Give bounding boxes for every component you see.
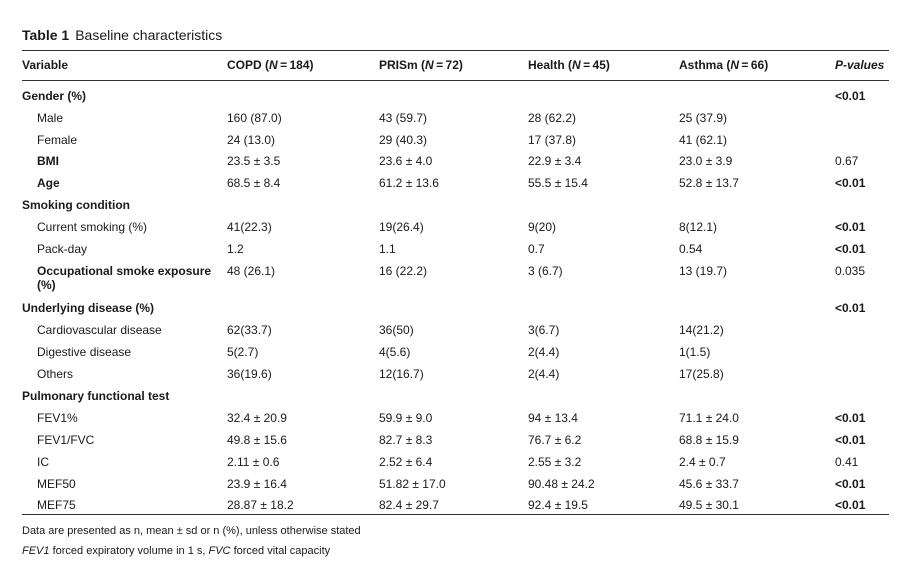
- row-p-value: 0.035: [835, 264, 866, 278]
- abbr-fev1-def: forced expiratory volume in 1 s,: [52, 545, 206, 557]
- footnote-abbreviations: [22, 545, 330, 557]
- header-prism-n: 72: [445, 58, 459, 72]
- asthma-cell: 0.54: [679, 242, 703, 256]
- row-label: Smoking condition: [22, 198, 130, 212]
- prism-cell: 29 (40.3): [379, 133, 428, 147]
- health-cell: 28 (62.2): [528, 111, 577, 125]
- row-label: IC: [37, 455, 49, 469]
- prism-cell: 43 (59.7): [379, 111, 428, 125]
- health-cell: 9(20): [528, 220, 557, 234]
- asthma-cell: 41 (62.1): [679, 133, 728, 147]
- asthma-cell: 45.6 ± 33.7: [679, 477, 739, 491]
- row-p-value: 0.67: [835, 154, 859, 168]
- caption-label: Table 1: [22, 27, 70, 43]
- copd-cell: 68.5 ± 8.4: [227, 176, 281, 190]
- header-copd-n: 184: [289, 58, 310, 72]
- prism-cell: 51.82 ± 17.0: [379, 477, 446, 491]
- copd-cell: 23.5 ± 3.5: [227, 154, 281, 168]
- row-label: FEV1/FVC: [37, 433, 95, 447]
- prism-cell: 4(5.6): [379, 345, 411, 359]
- prism-cell: 19(26.4): [379, 220, 424, 234]
- prism-cell: 61.2 ± 13.6: [379, 176, 439, 190]
- health-cell: 3(6.7): [528, 323, 560, 337]
- row-p-value: <0.01: [835, 433, 866, 447]
- row-label: Pack-day: [37, 242, 88, 256]
- asthma-cell: 23.0 ± 3.9: [679, 154, 733, 168]
- copd-cell: 2.11 ± 0.6: [227, 455, 280, 469]
- table-caption: [22, 27, 222, 43]
- row-label: Digestive disease: [37, 345, 132, 359]
- row-label: Others: [37, 367, 74, 381]
- copd-cell: 1.2: [227, 242, 244, 256]
- top-rule: [22, 50, 889, 51]
- prism-cell: 82.7 ± 8.3: [379, 433, 433, 447]
- header-variable: Variable: [22, 58, 69, 72]
- row-p-value: <0.01: [835, 411, 866, 425]
- header-health-n: 45: [592, 58, 606, 72]
- health-cell: 0.7: [528, 242, 545, 256]
- row-label: MEF50: [37, 477, 76, 491]
- health-cell: 22.9 ± 3.4: [528, 154, 582, 168]
- row-p-value: 0.41: [835, 455, 859, 469]
- header-asthma-name: Asthma: [679, 58, 724, 72]
- row-label: Age: [37, 176, 60, 190]
- health-cell: 92.4 ± 19.5: [528, 498, 588, 512]
- asthma-cell: 13 (19.7): [679, 264, 728, 278]
- copd-cell: 49.8 ± 15.6: [227, 433, 287, 447]
- row-p-value: <0.01: [835, 498, 866, 512]
- row-label: Pulmonary functional test: [22, 389, 170, 403]
- copd-cell: 23.9 ± 16.4: [227, 477, 287, 491]
- row-p-value: <0.01: [835, 176, 866, 190]
- copd-cell: 36(19.6): [227, 367, 272, 381]
- abbr-fvc: FVC: [208, 545, 231, 557]
- header-prism: PRISm (N = 72): [379, 58, 463, 72]
- header-copd: COPD (N = 184): [227, 58, 314, 72]
- health-cell: 90.48 ± 24.2: [528, 477, 595, 491]
- header-copd-name: COPD: [227, 58, 262, 72]
- health-cell: 17 (37.8): [528, 133, 577, 147]
- header-p-values-label: P-values: [835, 58, 885, 72]
- row-label: BMI: [37, 154, 59, 168]
- asthma-cell: 17(25.8): [679, 367, 724, 381]
- row-p-value: <0.01: [835, 477, 866, 491]
- row-label: Female: [37, 133, 78, 147]
- header-p-values: [835, 58, 884, 72]
- header-asthma: Asthma (N = 66): [679, 58, 769, 72]
- health-cell: 94 ± 13.4: [528, 411, 578, 425]
- header-health-name: Health: [528, 58, 565, 72]
- copd-cell: 160 (87.0): [227, 111, 282, 125]
- header-prism-name: PRISm: [379, 58, 418, 72]
- prism-cell: 12(16.7): [379, 367, 424, 381]
- header-asthma-n: 66: [750, 58, 765, 72]
- copd-cell: 28.87 ± 18.2: [227, 498, 294, 512]
- health-cell: 76.7 ± 6.2: [528, 433, 582, 447]
- header-health: Health (N = 45): [528, 58, 610, 72]
- copd-cell: 48 (26.1): [227, 264, 276, 278]
- copd-cell: 32.4 ± 20.9: [227, 411, 287, 425]
- copd-cell: 41(22.3): [227, 220, 272, 234]
- prism-cell: 16 (22.2): [379, 264, 428, 278]
- health-cell: 3 (6.7): [528, 264, 563, 278]
- row-label: Current smoking (%): [37, 220, 148, 234]
- bottom-rule: [22, 514, 889, 515]
- caption-title: Baseline characteristics: [75, 27, 223, 43]
- row-label: MEF75: [37, 498, 76, 512]
- row-p-value: <0.01: [835, 220, 866, 234]
- prism-cell: 1.1: [379, 242, 396, 256]
- copd-cell: 62(33.7): [227, 323, 272, 337]
- health-cell: 55.5 ± 15.4: [528, 176, 588, 190]
- row-label: Gender (%): [22, 89, 87, 103]
- prism-cell: 23.6 ± 4.0: [379, 154, 433, 168]
- asthma-cell: 1(1.5): [679, 345, 711, 359]
- asthma-cell: 49.5 ± 30.1: [679, 498, 739, 512]
- asthma-cell: 71.1 ± 24.0: [679, 411, 739, 425]
- row-p-value: <0.01: [835, 89, 866, 103]
- asthma-cell: 2.4 ± 0.7: [679, 455, 726, 469]
- health-cell: 2(4.4): [528, 367, 560, 381]
- copd-cell: 24 (13.0): [227, 133, 276, 147]
- row-p-value: <0.01: [835, 242, 866, 256]
- footnote-data-presentation: Data are presented as n, mean ± sd or n (%), unless otherwise stated: [22, 525, 361, 537]
- row-label: Cardiovascular disease: [37, 323, 162, 337]
- row-label: FEV1%: [37, 411, 78, 425]
- abbr-fvc-def: forced vital capacity: [233, 545, 331, 557]
- row-label: Underlying disease (%): [22, 301, 155, 315]
- row-label: Occupational smoke exposure (%): [37, 264, 212, 292]
- health-cell: 2.55 ± 3.2: [528, 455, 582, 469]
- abbr-fev1: FEV1: [22, 545, 50, 557]
- copd-cell: 5(2.7): [227, 345, 259, 359]
- row-p-value: <0.01: [835, 301, 866, 315]
- header-rule: [22, 80, 889, 81]
- row-label: Male: [37, 111, 64, 125]
- asthma-cell: 68.8 ± 15.9: [679, 433, 739, 447]
- asthma-cell: 25 (37.9): [679, 111, 728, 125]
- prism-cell: 2.52 ± 6.4: [379, 455, 433, 469]
- prism-cell: 36(50): [379, 323, 414, 337]
- asthma-cell: 8(12.1): [679, 220, 718, 234]
- health-cell: 2(4.4): [528, 345, 560, 359]
- prism-cell: 82.4 ± 29.7: [379, 498, 439, 512]
- asthma-cell: 52.8 ± 13.7: [679, 176, 739, 190]
- asthma-cell: 14(21.2): [679, 323, 724, 337]
- prism-cell: 59.9 ± 9.0: [379, 411, 433, 425]
